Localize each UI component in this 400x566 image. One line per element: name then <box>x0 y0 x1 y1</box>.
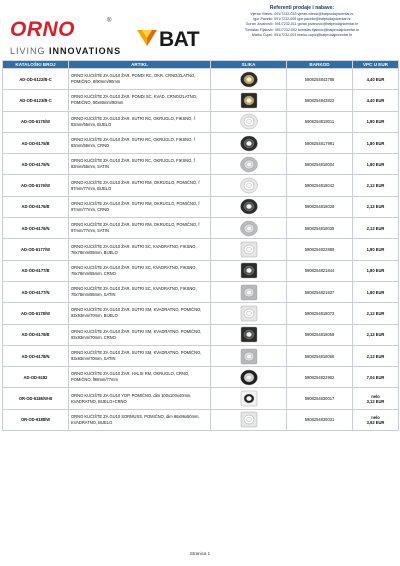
table-row <box>3 132 399 153</box>
catalog-number: AD-OD-6176/W <box>3 175 69 196</box>
article-description: ORNO KUĆIŠTE ZA GU10 YOP, POMIČNO, dim 100x100x40mm, KVADRATNO, BIJELO+CRNO <box>69 388 211 409</box>
downlight-fixture-icon <box>237 92 261 109</box>
product-image <box>211 367 287 388</box>
tagline-part-2: INNOVATIONS <box>49 46 122 56</box>
table-row <box>3 367 399 388</box>
barcode-value: 5908254818011 <box>287 111 353 132</box>
column-header-article: ARTIKL <box>69 61 211 69</box>
table-row <box>3 281 399 302</box>
column-header-price: VPC U EUR <box>353 61 399 69</box>
table-row <box>3 154 399 175</box>
bat-wordmark: BAT <box>159 28 200 51</box>
product-image <box>211 90 287 111</box>
price-value: 1,80 EUR <box>353 260 399 281</box>
article-description: ORNO KUĆIŠTE ZA GU10 ŽAR. SUTRI RM, OKRUGLO, POMIČNO, f 97mm/77mm, BIJELO <box>69 175 211 196</box>
catalog-number: OR-OD-6188/W <box>3 409 69 430</box>
page-footer: Stranica 1 <box>189 551 211 556</box>
article-description: ORNO KUĆIŠTE ZA GU10 ŽAR. PONDI SC, KVAD. CRNO/ZLATNO, POMIČNO, 90x90mm/90mm <box>69 90 211 111</box>
article-description: ORNO KUĆIŠTE ZA GU10 ŽAR. SUTRI RC, OKRUGLO, FIKSNO, f 83mm/55mm, CRNO <box>69 132 211 153</box>
table-header-row <box>3 61 399 69</box>
article-description: ORNO KUĆIŠTE ZA GU10 ŽAR. SUTRI SC, KVADRATNO, FIKSNO, 78x78mm/55mm, SATIN <box>69 281 211 302</box>
price-value: 1,80 EUR <box>353 111 399 132</box>
tagline-part-1: LIVING <box>10 46 50 56</box>
downlight-fixture-icon <box>237 284 261 301</box>
orno-wordmark: ORNO <box>10 18 75 41</box>
column-header-barcode: BARKOD <box>287 61 353 69</box>
downlight-fixture-icon <box>237 113 261 130</box>
product-image <box>211 69 287 90</box>
price-value: 2,12 EUR <box>353 196 399 217</box>
table-row <box>3 345 399 366</box>
orno-registered-mark: ® <box>107 18 112 24</box>
price-value: 7,04 EUR <box>353 367 399 388</box>
sales-contacts <box>212 5 392 38</box>
product-image <box>211 239 287 260</box>
downlight-fixture-icon <box>237 348 261 365</box>
downlight-fixture-icon <box>237 411 261 428</box>
product-image <box>211 260 287 281</box>
article-description: ORNO KUĆIŠTE ZA GU10 ŽAR. SUTRI RC, OKRUGLO, FIKSNO, f 83mm/55mm, BIJELO <box>69 111 211 132</box>
downlight-fixture-icon <box>237 390 261 407</box>
catalog-number: AD-OD-6182 <box>3 367 69 388</box>
downlight-fixture-icon <box>237 156 261 173</box>
catalog-number: AD-OD-6177/W <box>3 239 69 260</box>
table-row <box>3 260 399 281</box>
barcode-value: 5908254830031 <box>287 409 353 430</box>
column-header-code: KATALOŠKI BROJ <box>3 61 69 69</box>
product-image <box>211 303 287 324</box>
catalog-number: AD-OD-6175/N <box>3 154 69 175</box>
price-value: 2,12 EUR <box>353 324 399 345</box>
price-value: 1,80 EUR <box>353 239 399 260</box>
barcode-value: 5908254818042 <box>287 175 353 196</box>
article-description: ORNO KUĆIŠTE ZA GU10 ŽAR. SUTRI RC, OKRUGLO, FIKSNO, f 83mm/55mm, SATIN <box>69 154 211 175</box>
downlight-fixture-icon <box>237 369 261 386</box>
downlight-fixture-icon <box>237 262 261 279</box>
barcode-value: 5908254822902 <box>287 367 353 388</box>
downlight-fixture-icon <box>237 71 261 88</box>
header <box>0 0 400 60</box>
catalog-number: AD-OD-6178/W <box>3 303 69 324</box>
downlight-fixture-icon <box>237 177 261 194</box>
downlight-fixture-icon <box>237 135 261 152</box>
barcode-value: 5908254843788 <box>287 69 353 90</box>
article-description: ORNO KUĆIŠTE ZA GU10 ŽAR. SUTRI SC, KVADRATNO, FIKSNO, 78x78mm/55mm, BIJELO <box>69 239 211 260</box>
catalog-number: AD-OD-6175/B <box>3 132 69 153</box>
product-image <box>211 111 287 132</box>
catalog-number: AD-OD-6176/N <box>3 218 69 239</box>
product-image <box>211 409 287 430</box>
product-image <box>211 132 287 153</box>
price-value: 4,40 EUR <box>353 90 399 111</box>
price-value: nelo 3,92 EUR <box>353 409 399 430</box>
bat-logo <box>135 26 209 52</box>
downlight-fixture-icon <box>237 241 261 258</box>
table-row <box>3 175 399 196</box>
living-innovations-tagline <box>10 46 121 56</box>
contact-line: Goran Jovanović: 091/7232-011 goran.jovanovic@batprodajnicentar.hr <box>245 22 359 27</box>
catalog-number: AD-OD-6177/B <box>3 260 69 281</box>
product-image <box>211 345 287 366</box>
barcode-value: 5908254822889 <box>287 239 353 260</box>
price-value: 2,12 EUR <box>353 218 399 239</box>
catalog-number: AD-OD-6175/W <box>3 111 69 132</box>
table-row <box>3 409 399 430</box>
price-value: 1,80 EUR <box>353 281 399 302</box>
table-row <box>3 388 399 409</box>
table-row <box>3 111 399 132</box>
article-description: ORNO KUĆIŠTE ZA GU10 ŽAR. SUTRI SM, KVADRATNO, POMIČNO, 93x93mm/70mm, SATIN <box>69 345 211 366</box>
table-row <box>3 303 399 324</box>
price-value: 2,12 EUR <box>353 345 399 366</box>
orno-logo <box>10 18 122 42</box>
contact-line: Igor Pavelić: 091/7232-005 igor.pavelic@batprodajnicentar.hr <box>253 17 351 22</box>
article-description: ORNO KUĆIŠTE ZA GU10 ŽAR. PONDI RC, OKR. CRNO/ZLATNO, POMIČNO, 8/90mm/90mm <box>69 69 211 90</box>
product-image <box>211 388 287 409</box>
table-row <box>3 218 399 239</box>
price-value: nelo 3,12 EUR <box>353 388 399 409</box>
article-description: ORNO KUĆIŠTE ZA GU10 ŽAR. SUTRI RM, OKRUGLO, POMIČNO, f 97mm/77mm, CRNO <box>69 196 211 217</box>
product-image <box>211 175 287 196</box>
price-value: 1,80 EUR <box>353 154 399 175</box>
article-description: ORNO KUĆIŠTE ZA GU10 ŽAR. SUTRI SM, KVADRATNO, POMIČNO, 93x93mm/70mm, BIJELO <box>69 303 211 324</box>
product-image <box>211 218 287 239</box>
contact-line: Tomislav Fijalović: 091/7232-002 tomislav.fijalovic@batprodajnicentar.hr <box>244 27 360 32</box>
article-description: ORNO KUĆIŠTE ZA GU10 ŽAR. HALSI RM, OKRUGLO, CRNO, POMIČNO, f98mm/77mm <box>69 367 211 388</box>
downlight-fixture-icon <box>237 305 261 322</box>
price-value: 1,80 EUR <box>353 132 399 153</box>
catalog-number: AD-OD-6176/B <box>3 196 69 217</box>
product-image <box>211 196 287 217</box>
catalog-number: AD-OD-6123/B-C <box>3 90 69 111</box>
catalog-number: AD-OD-6178/B <box>3 324 69 345</box>
downlight-fixture-icon <box>237 326 261 343</box>
barcode-value: 5908254830017 <box>287 388 353 409</box>
barcode-value: 5908254818028 <box>287 196 353 217</box>
table-row <box>3 69 399 90</box>
price-value: 2,12 EUR <box>353 175 399 196</box>
table-row <box>3 196 399 217</box>
article-description: ORNO KUĆIŠTE ZA GU10 ŽAR. SUTRI SM, KVADRATNO, POMIČNO, 93x93mm/70mm, CRNO <box>69 324 211 345</box>
catalog-number: AD-OD-6178/N <box>3 345 69 366</box>
article-description: ORNO KUĆIŠTE ZA GU10 ŽAR. SUTRI RM, OKRUGLO, POMIČNO, f 97mm/77mm, SATIN <box>69 218 211 239</box>
barcode-value: 5908254818004 <box>287 154 353 175</box>
table-row <box>3 324 399 345</box>
barcode-value: 5908254817991 <box>287 132 353 153</box>
barcode-value: 5908254818066 <box>287 345 353 366</box>
barcode-value: 5908254821837 <box>287 281 353 302</box>
article-description: ORNO KUĆIŠTE ZA GU10 SORMUSS, POMIČNO, dim 96x96x50mm, KVADRATNO, BIJELO <box>69 409 211 430</box>
downlight-fixture-icon <box>237 198 261 215</box>
article-description: ORNO KUĆIŠTE ZA GU10 ŽAR. SUTRI SC, KVADRATNO, FIKSNO, 78x78mm/55mm, CRNO <box>69 260 211 281</box>
contact-line: Marko Ćupić: 091/7232-003 marko.cupic@batprodajnicentar.hr <box>251 32 353 37</box>
downlight-fixture-icon <box>237 220 261 237</box>
bat-logo-icon <box>135 26 159 50</box>
product-image <box>211 154 287 175</box>
price-value: 2,12 EUR <box>353 303 399 324</box>
barcode-value: 5908254818059 <box>287 324 353 345</box>
column-header-image: SLIKA <box>211 61 287 69</box>
barcode-value: 5908254821844 <box>287 260 353 281</box>
catalog-number: AD-OD-6177/N <box>3 281 69 302</box>
contacts-title: Referenti prodaje i nabave: <box>269 5 335 11</box>
price-value: 4,40 EUR <box>353 69 399 90</box>
product-image <box>211 324 287 345</box>
catalog-number: OR-OD-6186/W-B <box>3 388 69 409</box>
barcode-value: 5908254818073 <box>287 303 353 324</box>
table-row <box>3 90 399 111</box>
table-row <box>3 239 399 260</box>
product-image <box>211 281 287 302</box>
catalog-number: AD-OD-6122/B-C <box>3 69 69 90</box>
product-table <box>2 60 399 431</box>
barcode-value: 5908254843822 <box>287 90 353 111</box>
contact-line: Vjeran Vitezić: 091/7232-033 vjeran.vitezic@batprodajnicentar.hr <box>250 12 354 16</box>
barcode-value: 5908254818035 <box>287 218 353 239</box>
